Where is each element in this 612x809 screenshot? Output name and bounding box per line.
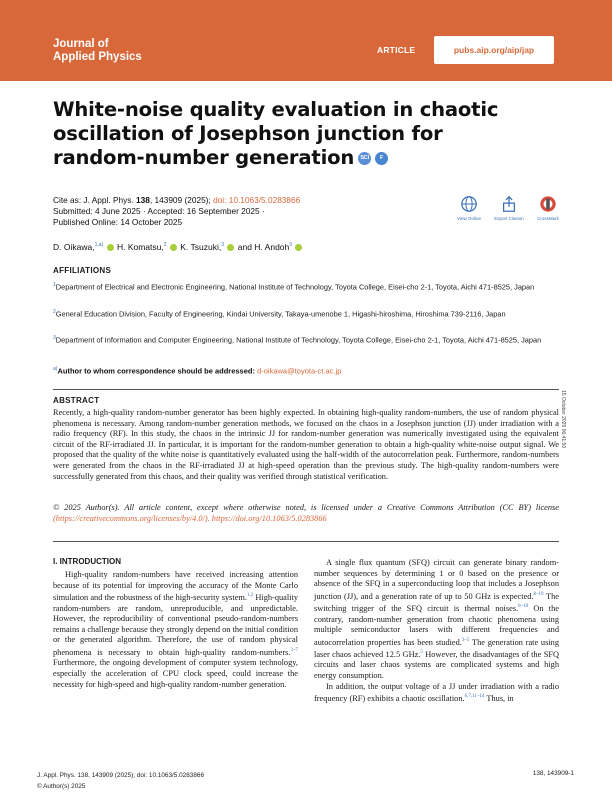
citation-reference-link[interactable]: 8–10: [533, 591, 544, 597]
citation-prefix: Cite as: J. Appl. Phys.: [53, 195, 137, 205]
author-name[interactable]: K. Tsuzuki,: [180, 242, 222, 252]
affiliation-sup: 1: [53, 282, 56, 288]
article-title-text: White-noise quality evaluation in chaotic oscillation of Josephson junction for random-number generation: [53, 98, 499, 169]
correspondence-note: [53, 366, 341, 376]
affiliation-text: General Education Division, Faculty of Engineering, Kindai University, Takaya-umenobe 1, Higashi-hiroshima, Hiroshima 739-2116, Japan: [55, 309, 506, 319]
author-name[interactable]: H. Komatsu,: [116, 242, 164, 252]
author-affiliation-sup: 3: [289, 242, 293, 249]
citation-reference-link[interactable]: 8–10: [518, 604, 529, 610]
abstract-body: Recently, a high-quality random-number generator has been highly expected. In obtaining high-quality random-numbers, the use of random physical phenomena is necessary. Among random-number generation methods, we focused on the chaos in a Josephson junction (JJ) under irradiation with a radio frequency (RF). In this study, the chaos in the intrinsic JJ for random-number generation was numerically investigated using the equivalent circuit of the RF-irradiated JJ. In particular, it is important for the random-number generation to obtain a high-quality white-noise output signal. We proposed that the quality of the white noise is quantitatively evaluated using the half-width of the autocorrelation peak. Furthermore, random-numbers were generated from the chaos in the RF-irradiated JJ at high-speed operation than the previous study. The high-quality random-numbers were successfully generated from this chaos, and their quality was verified through statistical verification.: [53, 408, 559, 481]
footer-page-number: 138, 143909-1: [532, 770, 574, 777]
paragraph-text: The generation rate using laser chaos achieved 12.5 GHz.: [314, 637, 559, 659]
paragraph: [53, 570, 298, 690]
correspondence-email-link[interactable]: d-oikawa@toyota-ct.ac.jp: [257, 366, 342, 376]
abstract-heading: ABSTRACT: [53, 396, 100, 405]
journal-header-bar: [0, 0, 612, 81]
citation-volume: 138: [136, 195, 150, 205]
published-date: Published Online: 14 October 2025: [53, 217, 183, 228]
orcid-icon[interactable]: [170, 244, 177, 251]
footer-copyright: © Author(s) 2025: [37, 783, 86, 790]
footer-citation: J. Appl. Phys. 138, 143909 (2025); doi: 10.1063/5.0283866: [37, 772, 204, 779]
affiliation-sup: 3: [53, 335, 56, 341]
affiliation-sup: 2: [53, 309, 56, 315]
introduction-heading: I. INTRODUCTION: [53, 557, 121, 566]
author-affiliation-sup: 2: [163, 242, 167, 249]
citation-rest: , 143909 (2025);: [149, 195, 214, 205]
paragraph-text: However, the disadvantages of the SFQ circuits and laser chaos systems are complicated systems and high energy consumption.: [314, 649, 559, 681]
view-online-label: View Online: [457, 216, 481, 221]
journal-name-line1: Journal of: [53, 38, 109, 50]
crossmark-icon: [539, 195, 557, 213]
sci-badge-icon[interactable]: SCI: [358, 152, 371, 165]
crossmark-label: CrossMark: [537, 216, 559, 221]
author-affiliation-sup: 3: [221, 242, 224, 249]
article-type-label: ARTICLE: [377, 45, 416, 55]
article-title: [53, 98, 523, 170]
paragraph-text: High-quality random-numbers are random, unreproducible, and unpredictable. However, the reproducibility of conventional pseudo-random-numbers remains a challenge because they strongly depend on the initial condition or the generated algorithm. Therefore, the use of random physical phenomena is necessary to obtain high-quality random-numbers.: [53, 592, 298, 657]
license-statement: [53, 503, 559, 524]
author-name[interactable]: and H. Andoh: [237, 242, 290, 252]
journal-name-line2: Applied Physics: [53, 51, 142, 63]
author-list: [53, 242, 303, 252]
citation-reference-link[interactable]: 6,7,11–14: [464, 694, 485, 700]
license-link[interactable]: (https://creativecommons.org/licenses/by/4.0/).: [53, 513, 210, 523]
view-online-icon: [460, 195, 478, 213]
crossmark-button[interactable]: [524, 195, 572, 221]
paragraph: [314, 682, 559, 705]
journal-logo[interactable]: [53, 38, 142, 64]
affiliation-item: [53, 333, 563, 346]
paragraph-text: In addition, the output voltage of a JJ under irradiation with a radio frequency (RF) exhibits a chaotic oscillation.: [314, 681, 559, 704]
paragraph-text: A single flux quantum (SFQ) circuit can generate binary random-number sequences by determining 1 or 0 based on the presence or absence of the SFQ in a superconducting loop that includes a Josephson junction (JJ), and a generation rate of up to 50 GHz is expected.: [314, 558, 559, 601]
citation-reference-link[interactable]: 3–5: [461, 637, 470, 643]
introduction-left-column: [53, 570, 298, 690]
featured-badge-icon[interactable]: F: [375, 152, 388, 165]
paragraph-text: Thus, in: [484, 694, 514, 704]
download-timestamp: 15 October 2025 06:41:50: [560, 390, 566, 449]
orcid-icon[interactable]: [107, 244, 114, 251]
paragraph-text: On the contrary, random-number generation from chaotic phenomena using multiple semiconductor lasers with different frequencies and autocorrelation properties has been studied.: [314, 603, 559, 647]
citation-doi-link[interactable]: doi: 10.1063/5.0283866: [213, 195, 301, 205]
paragraph-text: Furthermore, the ongoing development of computer system technology, especially the acceleration of CPU clock speed, could increase the necessity for high-speed and high-quality random-number generation.: [53, 658, 298, 689]
paragraph: [314, 558, 559, 682]
introduction-right-column: [314, 558, 559, 705]
citation-reference-link[interactable]: 5: [420, 650, 423, 656]
footer-citation-block: [37, 770, 204, 792]
citation-reference-link[interactable]: 1,2: [246, 593, 254, 599]
submitted-accepted-dates: Submitted: 4 June 2025 · Accepted: 16 September 2025 ·: [53, 206, 265, 216]
abstract-top-divider: [53, 389, 559, 390]
correspondence-sup: a): [53, 366, 58, 372]
citation-line: [53, 195, 300, 206]
author-name[interactable]: D. Oikawa,: [53, 242, 95, 252]
affiliations-heading: AFFILIATIONS: [53, 266, 112, 275]
journal-url-link[interactable]: pubs.aip.org/aip/jap: [453, 45, 535, 55]
author-affiliation-sup: 1,a): [94, 242, 104, 249]
affiliation-item: [53, 280, 563, 293]
journal-url-box[interactable]: [434, 36, 554, 64]
license-text: © 2025 Author(s). All article content, except where otherwise noted, is licensed under a Creative Commons Attribution (CC BY) license: [53, 503, 559, 512]
export-citation-label: Export Citation: [494, 216, 524, 221]
orcid-icon[interactable]: [295, 244, 302, 251]
abstract-bottom-divider: [53, 541, 559, 542]
paragraph-text: High-quality random-numbers have received increasing attention because of its potential for improving the accuracy of the Monte Carlo simulation and the robustness of the high-security system.: [53, 570, 298, 602]
citation-reference-link[interactable]: 3–7: [290, 647, 298, 653]
affiliation-text: Department of Information and Computer Engineering, National Institute of Technology, Toyota College, Eisei-cho 2-1, Toyota, Aichi 471-8525, Japan: [55, 335, 542, 345]
affiliation-item: [53, 307, 563, 320]
affiliation-text: Department of Electrical and Electronic Engineering, National Institute of Technology, Toyota College, Eisei-cho 2-1, Toyota, Aichi 471-8525, Japan: [55, 282, 535, 292]
paragraph-text: The switching trigger of the SFQ circuit is thermal noises.: [314, 591, 559, 613]
license-doi-link[interactable]: https://doi.org/10.1063/5.0283866: [209, 513, 327, 523]
orcid-icon[interactable]: [227, 244, 234, 251]
correspondence-label: Author to whom correspondence should be addressed:: [57, 366, 258, 376]
publication-dates: [53, 206, 333, 228]
export-citation-icon: [500, 195, 518, 213]
